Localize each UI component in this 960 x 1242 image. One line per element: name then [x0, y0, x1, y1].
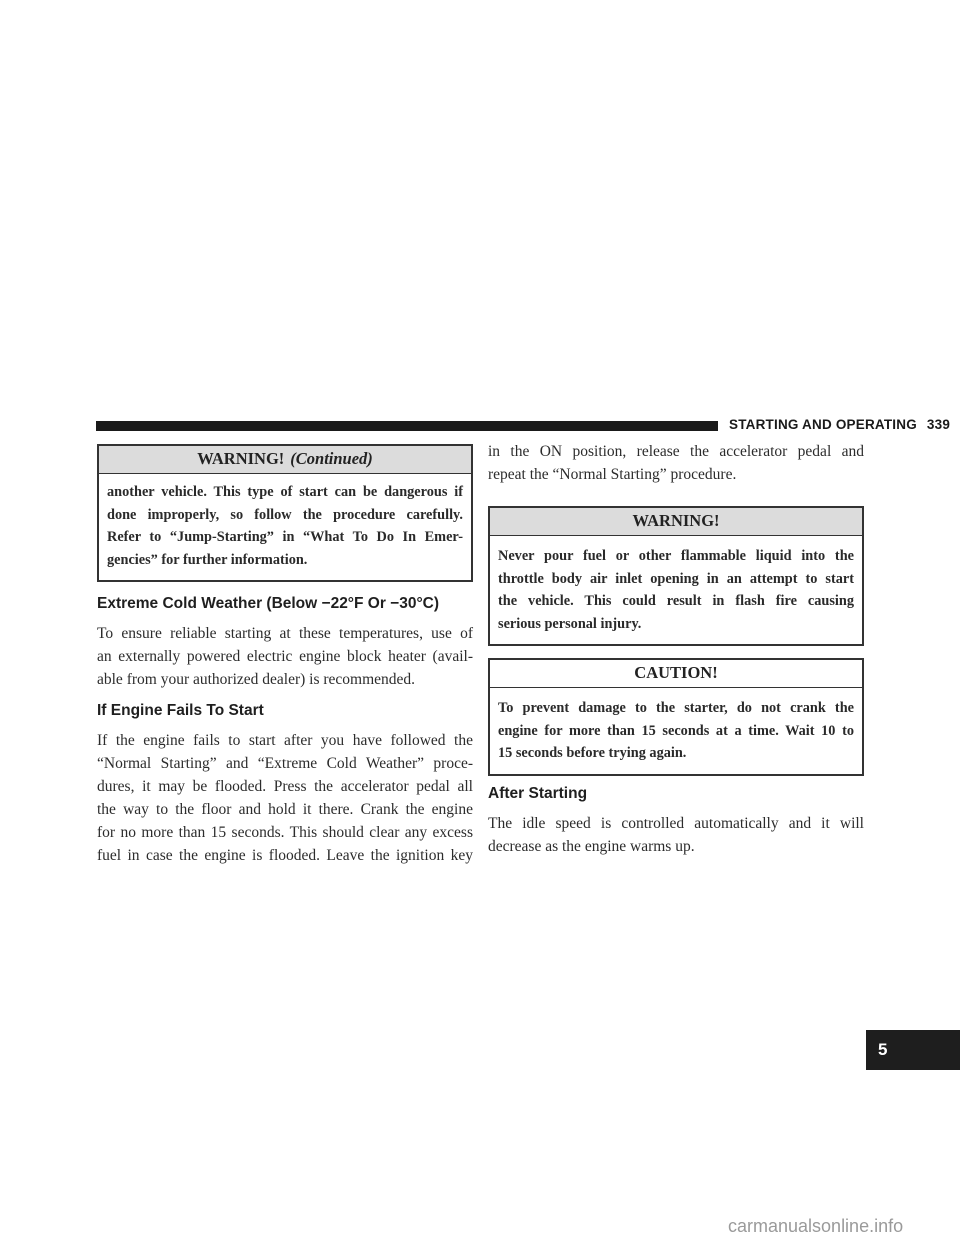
caution-body [490, 688, 862, 774]
paragraph-line: dures, it may be flooded. Press the accelerator pedal all [97, 778, 473, 795]
page-number: 339 [926, 417, 951, 432]
paragraph-line: fuel in case the engine is flooded. Leave the ignition key [97, 847, 473, 864]
warning-box [488, 506, 864, 646]
warning-line: serious personal injury. [498, 615, 642, 632]
paragraph-line: the way to the floor and hold it there. Crank the engine [97, 801, 473, 818]
warning-continued-box [97, 444, 473, 582]
paragraph-line: in the ON position, release the accelerator pedal and [488, 443, 864, 460]
warning-line: Refer to “Jump-Starting” in “What To Do In Emer- [107, 529, 463, 545]
section-title: STARTING AND OPERATING [729, 417, 917, 432]
caution-line: engine for more than 15 seconds at a time. Wait 10 to [498, 722, 854, 739]
paragraph-line: To ensure reliable starting at these temperatures, use of [97, 625, 473, 642]
warning-body [490, 536, 862, 644]
after-starting-paragraph [488, 812, 864, 858]
warning-line: done improperly, so follow the procedure carefully. [107, 506, 463, 523]
running-header [729, 417, 950, 432]
paragraph-line: “Normal Starting” and “Extreme Cold Weather” proce- [97, 755, 473, 772]
engine-fails-paragraph [97, 729, 473, 867]
warning-line: the vehicle. This could result in flash fire causing [498, 593, 854, 609]
paragraph-line: If the engine fails to start after you have followed the [97, 732, 473, 749]
warning-line: gencies” for further information. [107, 551, 308, 568]
cold-weather-heading: Extreme Cold Weather (Below −22°F Or −30°C) [97, 595, 440, 612]
continuation-paragraph [488, 440, 864, 486]
warning-line: throttle body air inlet opening in an attempt to start [498, 570, 854, 587]
after-starting-heading: After Starting [488, 784, 588, 802]
right-column [488, 440, 864, 858]
caution-line: To prevent damage to the starter, do not crank the [498, 700, 854, 716]
paragraph-line: an externally powered electric engine block heater (avail- [97, 648, 473, 665]
warning-title: WARNING! [197, 449, 285, 468]
caution-box [488, 658, 864, 776]
header-rule [96, 421, 718, 431]
chapter-number: 5 [878, 1040, 888, 1059]
paragraph-line: for no more than 15 seconds. This should clear any excess [97, 824, 473, 841]
site-watermark: carmanualsonline.info [728, 1216, 904, 1236]
caution-header: CAUTION! [490, 660, 862, 688]
caution-line: 15 seconds before trying again. [498, 745, 687, 761]
paragraph-line: The idle speed is controlled automatically and it will [488, 814, 864, 832]
engine-fails-heading: If Engine Fails To Start [97, 702, 264, 719]
warning-continued-body [99, 474, 471, 580]
continued-label: (Continued) [290, 449, 373, 468]
paragraph-line: able from your authorized dealer) is recommended. [97, 671, 416, 688]
paragraph-line: decrease as the engine warms up. [488, 837, 695, 855]
left-column [97, 444, 473, 867]
warning-line: Never pour fuel or other flammable liquid into the [498, 548, 854, 564]
warning-line: another vehicle. This type of start can be dangerous if [107, 484, 463, 500]
warning-continued-header [99, 446, 471, 474]
paragraph-line: repeat the “Normal Starting” procedure. [488, 466, 737, 483]
chapter-tab [866, 1030, 960, 1070]
warning-header: WARNING! [490, 508, 862, 536]
cold-weather-paragraph [97, 622, 473, 691]
